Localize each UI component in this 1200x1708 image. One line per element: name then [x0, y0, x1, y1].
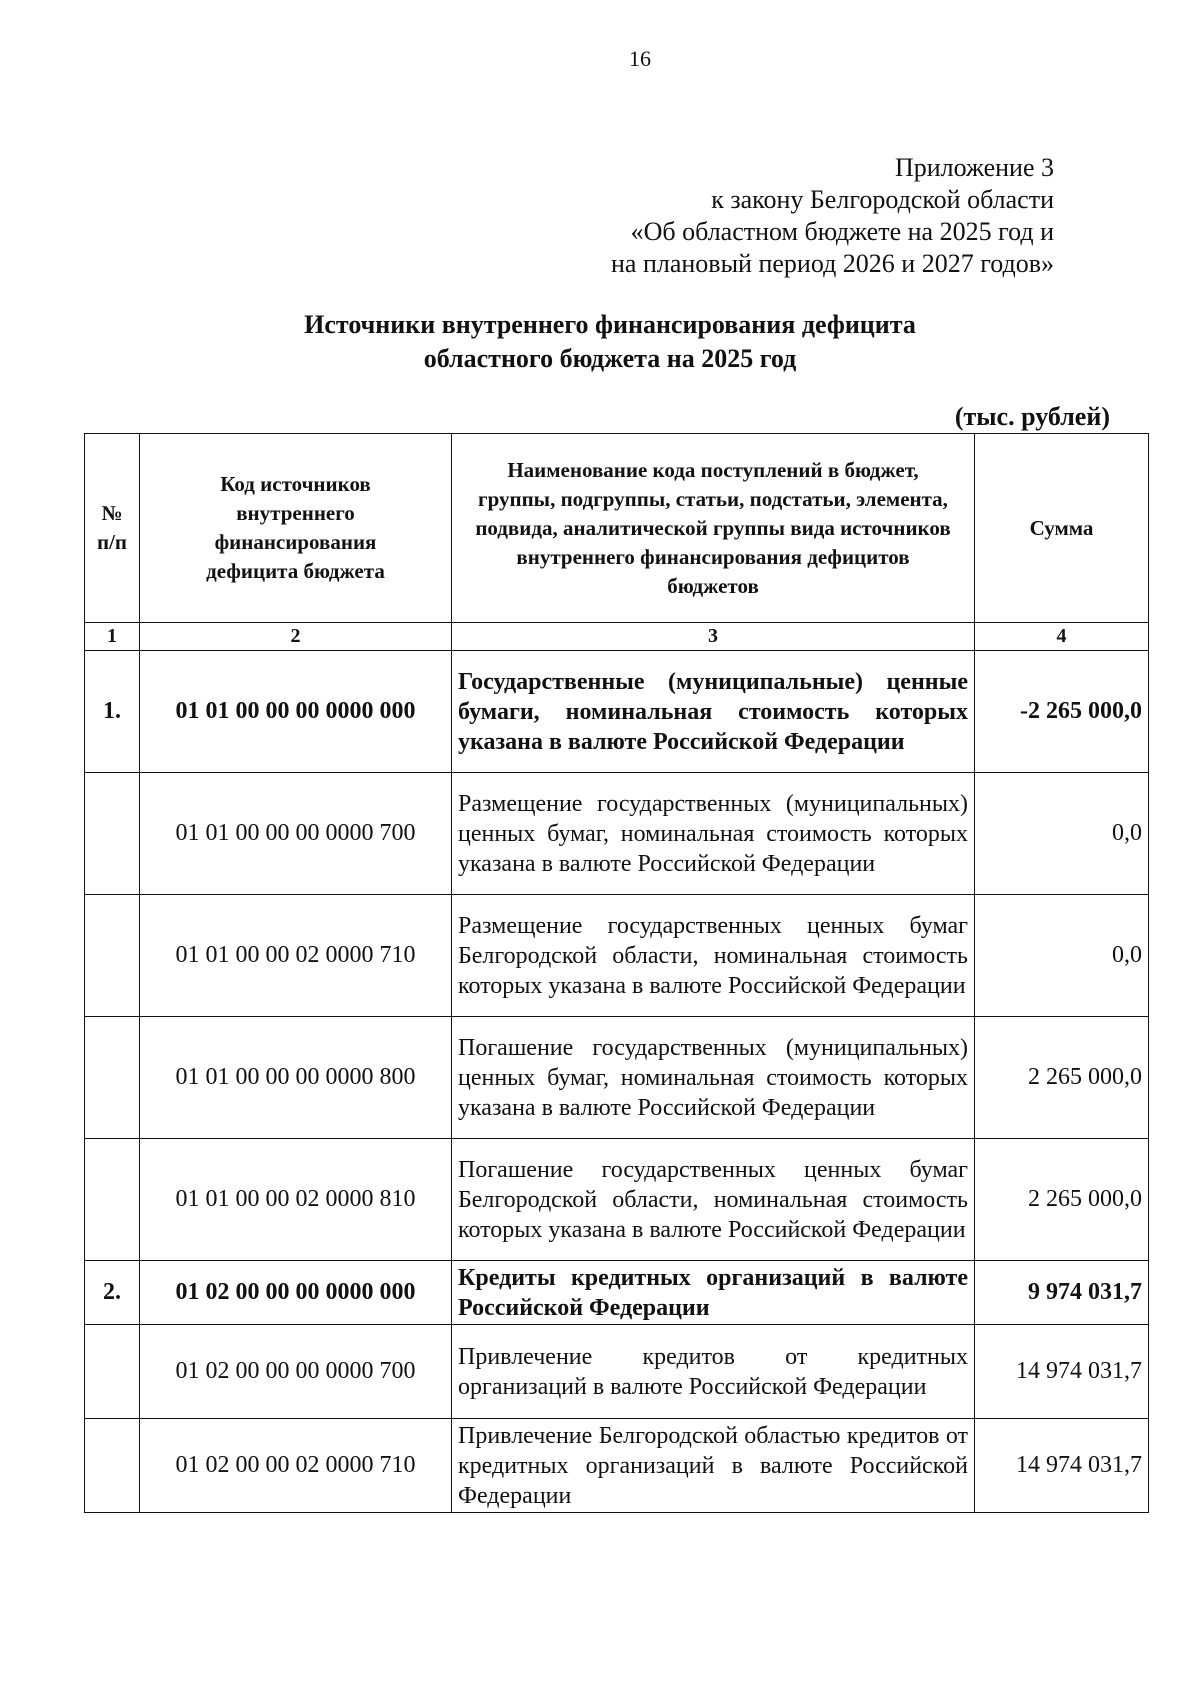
row-number: 1. [85, 651, 140, 773]
appendix-line-2: к закону Белгородской области [711, 185, 1054, 214]
row-sum: 0,0 [975, 895, 1149, 1017]
column-number: 4 [975, 623, 1149, 651]
row-code: 01 02 00 00 00 0000 000 [140, 1261, 452, 1325]
row-sum: 2 265 000,0 [975, 1017, 1149, 1139]
row-name: Размещение государственных ценных бумаг Белгородской области, номинальная стоимость которых указана в валюте Российской Федерации [452, 895, 975, 1017]
column-number: 1 [85, 623, 140, 651]
row-number [85, 1325, 140, 1419]
header-name: Наименование кода поступлений в бюджет, группы, подгруппы, статьи, подстатьи, элемента, подвида, аналитической группы вида источников внутреннего финансирования дефицитов бюджетов [452, 434, 975, 623]
table-row [85, 651, 1149, 773]
row-number [85, 1139, 140, 1261]
table-header-row [85, 434, 1149, 623]
row-code: 01 01 00 00 00 0000 000 [140, 651, 452, 773]
row-name: Кредиты кредитных организаций в валюте Российской Федерации [452, 1261, 975, 1325]
row-code: 01 01 00 00 00 0000 700 [140, 773, 452, 895]
row-name: Погашение государственных (муниципальных) ценных бумаг, номинальная стоимость которых указана в валюте Российской Федерации [452, 1017, 975, 1139]
header-sum: Сумма [975, 434, 1149, 623]
row-sum: 14 974 031,7 [975, 1325, 1149, 1419]
appendix-line-3: «Об областном бюджете на 2025 год и [630, 217, 1054, 246]
appendix-line-4: на плановый период 2026 и 2027 годов» [611, 249, 1054, 278]
table-row [85, 1325, 1149, 1419]
row-number [85, 773, 140, 895]
header-code: Код источников внутреннего финансирования дефицита бюджета [140, 434, 452, 623]
table-row [85, 895, 1149, 1017]
row-number [85, 895, 140, 1017]
header-no: № п/п [85, 434, 140, 623]
row-number [85, 1419, 140, 1513]
appendix-line-1: Приложение 3 [894, 153, 1054, 182]
units-label: (тыс. рублей) [954, 402, 1110, 431]
row-sum: 0,0 [975, 773, 1149, 895]
row-number [85, 1017, 140, 1139]
table-row [85, 1017, 1149, 1139]
table-row [85, 1261, 1149, 1325]
table-row [85, 1139, 1149, 1261]
row-code: 01 01 00 00 02 0000 810 [140, 1139, 452, 1261]
row-name: Привлечение кредитов от кредитных организаций в валюте Российской Федерации [452, 1325, 975, 1419]
title-line-1: Источники внутреннего финансирования дефицита [304, 310, 916, 339]
row-code: 01 02 00 00 02 0000 710 [140, 1419, 452, 1513]
column-number: 2 [140, 623, 452, 651]
table-row [85, 1419, 1149, 1513]
column-numbers-row [85, 623, 1149, 651]
row-name: Погашение государственных ценных бумаг Белгородской области, номинальная стоимость которых указана в валюте Российской Федерации [452, 1139, 975, 1261]
table-row [85, 773, 1149, 895]
row-sum: 2 265 000,0 [975, 1139, 1149, 1261]
row-name: Размещение государственных (муниципальных) ценных бумаг, номинальная стоимость которых указана в валюте Российской Федерации [452, 773, 975, 895]
row-sum: 9 974 031,7 [975, 1261, 1149, 1325]
row-name: Привлечение Белгородской областью кредитов от кредитных организаций в валюте Российской Федерации [452, 1419, 975, 1513]
document-title [0, 308, 1200, 376]
row-sum: 14 974 031,7 [975, 1419, 1149, 1513]
row-code: 01 01 00 00 02 0000 710 [140, 895, 452, 1017]
column-number: 3 [452, 623, 975, 651]
row-code: 01 02 00 00 00 0000 700 [140, 1325, 452, 1419]
appendix-note [611, 152, 1054, 280]
row-sum: -2 265 000,0 [975, 651, 1149, 773]
row-name: Государственные (муниципальные) ценные бумаги, номинальная стоимость которых указана в валюте Российской Федерации [452, 651, 975, 773]
title-line-2: областного бюджета на 2025 год [423, 344, 797, 373]
page-number: 16 [629, 46, 651, 71]
financing-sources-table [84, 433, 1149, 1513]
row-code: 01 01 00 00 00 0000 800 [140, 1017, 452, 1139]
row-number: 2. [85, 1261, 140, 1325]
